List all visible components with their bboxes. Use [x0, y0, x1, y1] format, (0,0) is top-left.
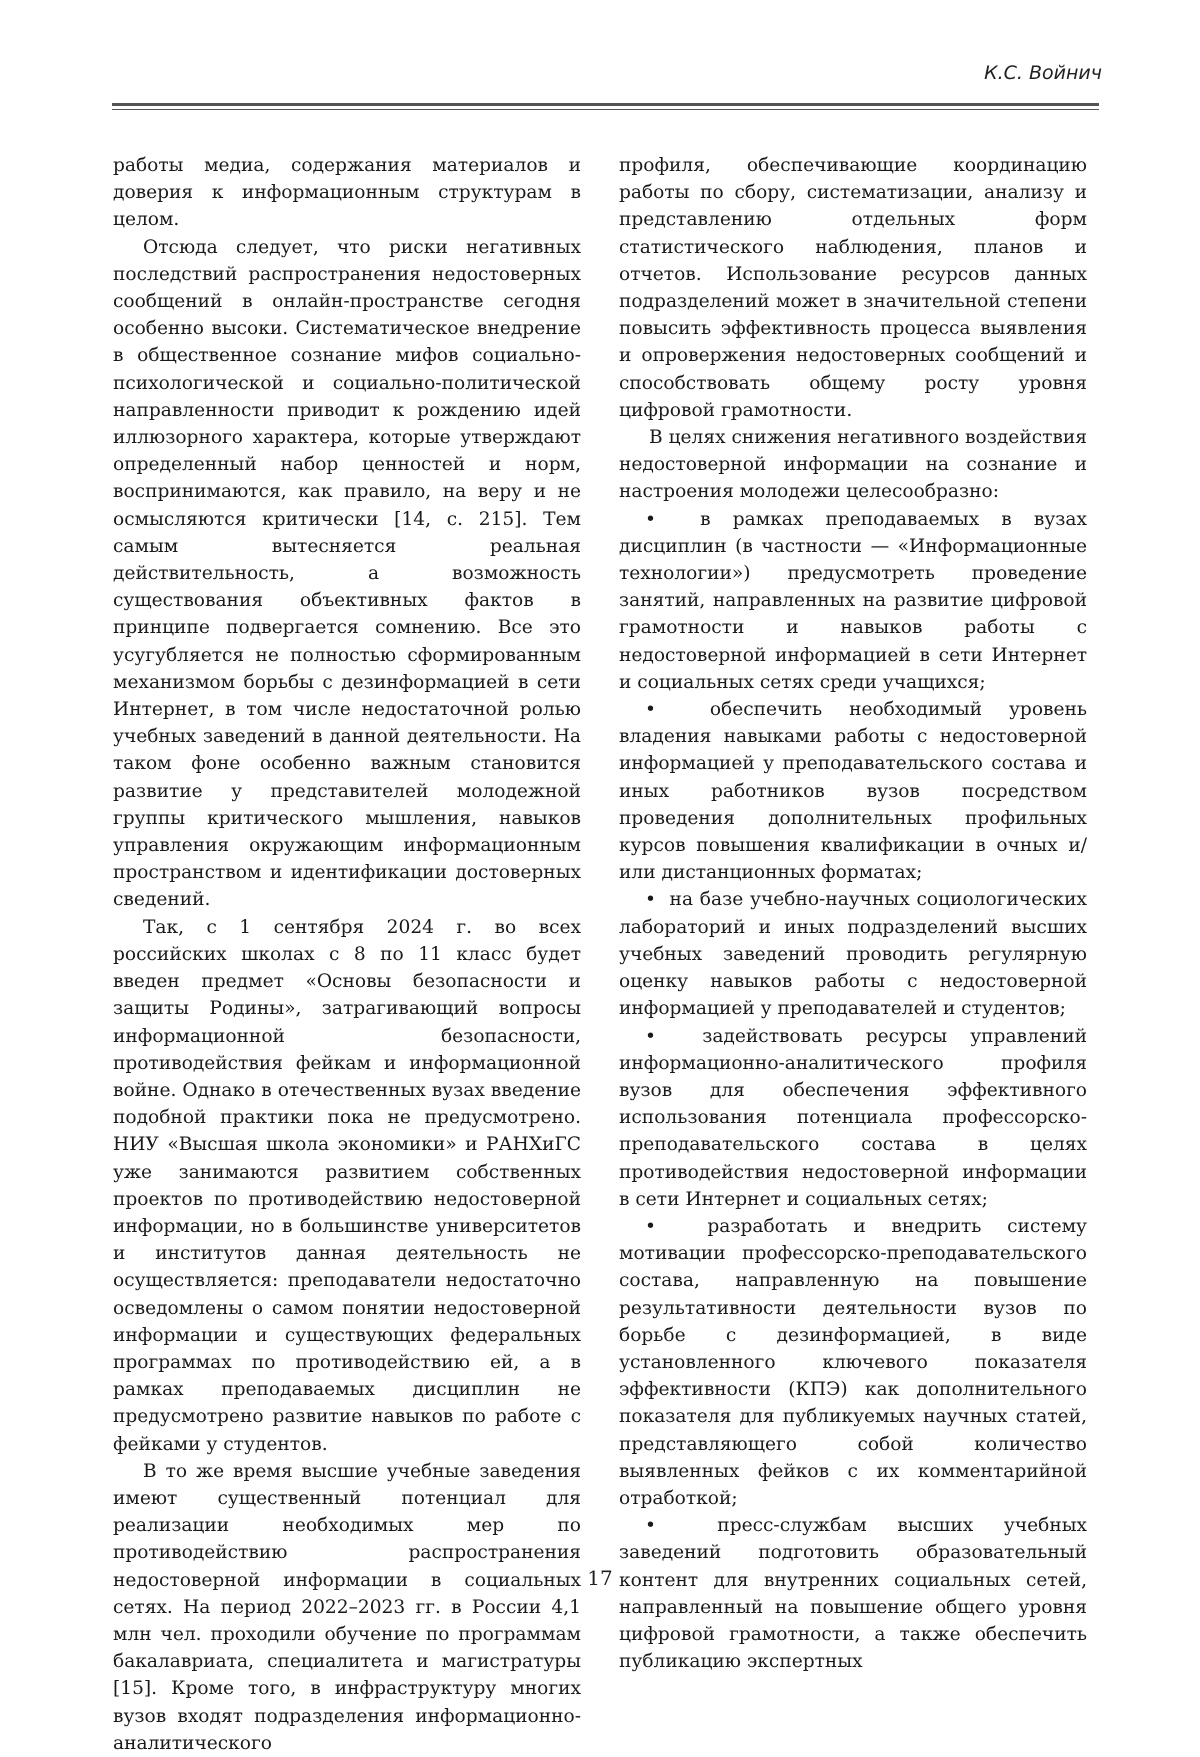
header-rule-thin — [112, 109, 1099, 110]
left-text-column — [113, 152, 581, 1757]
paragraph: В целях снижения негативного воздействия недостоверной информации на сознание и настроения молодежи целесообразно: — [619, 427, 1087, 503]
running-header-author: К.С. Войнич — [984, 62, 1102, 84]
bullet-item: • пресс-службам высших учебных заведений подготовить образовательный контент для внутренних социальных сетей, направленный на повышение общего уровня цифровой грамотности, а также обеспечить публикацию экспертных — [619, 1512, 1087, 1675]
header-rule-thick — [112, 103, 1099, 106]
bullet-item: • в рамках преподаваемых в вузах дисциплин (в частности — «Информационные технологии») предусмотреть проведение занятий, направленных на развитие цифровой грамотности и навыков работы с недостоверной информацией в сети Интернет и социальных сетях среди учащихся; — [619, 506, 1087, 696]
bullet-item: • задействовать ресурсы управлений информационно-аналитического профиля вузов для обеспечения эффективного использования потенциала профессорско-преподавательского состава в целях противодействия недостоверной информации в сети Интернет и социальных сетях; — [619, 1023, 1087, 1213]
bullet-item: • обеспечить необходимый уровень владения навыками работы с недостоверной информацией у преподавательского состава и иных работников вузов посредством проведения дополнительных профильных курсов повышения квалификации в очных и/или дистанционных форматах; — [619, 696, 1087, 886]
bullet-item: • на базе учебно-научных социологических лабораторий и иных подразделений высших учебных заведений проводить регулярную оценку навыков работы с недостоверной информацией у преподавателей и студентов; — [619, 886, 1087, 1022]
paragraph: Отсюда следует, что риски негативных последствий распространения недостоверных сообщений в онлайн-пространстве сегодня особенно высоки. Систематическое внедрение в общественное сознание мифов социально-психологической и социально-политической направленности приводит к рождению идей иллюзорного характера, которые утверждают определенный набор ценностей и норм, воспринимаются, как правило, на веру и не осмысляются критически [14, с. 215]. Тем самым вытесняется реальная действительность, а возможность существования объективных фактов в принципе подвергается сомнению. Все это усугубляется не полностью сформированным механизмом борьбы с дезинформацией в сети Интернет, в том числе недостаточной ролью учебных заведений в данной деятельности. На таком фоне особенно важным становится развитие у представителей молодежной группы критического мышления, навыков управления окружающим информационным пространством и идентификации достоверных сведений. — [113, 236, 581, 911]
paragraph: В то же время высшие учебные заведения имеют существенный потенциал для реализации необходимых мер по противодействию распространения недостоверной информации в социальных сетях. На период 2022–2023 гг. в России 4,1 млн чел. проходили обучение по программам бакалавриата, специалитета и магистратуры [15]. Кроме того, в инфраструктуру многих вузов входят подразделения информационно-аналитического — [113, 1460, 581, 1754]
page-number: 17 — [587, 1566, 613, 1590]
paragraph: профиля, обеспечивающие координацию работы по сбору, систематизации, анализу и представлению отдельных форм статистического наблюдения, планов и отчетов. Использование ресурсов данных подразделений может в значительной степени повысить эффективность процесса выявления и опровержения недостоверных сообщений и способствовать общему росту уровня цифровой грамотности. — [619, 155, 1087, 421]
paragraph: Так, с 1 сентября 2024 г. во всех российских школах с 8 по 11 класс будет введен предмет «Основы безопасности и защиты Родины», затрагивающий вопросы информационной безопасности, противодействия фейкам и информационной войне. Однако в отечественных вузах введение подобной практики пока не предусмотрено. НИУ «Высшая школа экономики» и РАНХиГС уже занимаются развитием собственных проектов по противодействию недостоверной информации, но в большинстве университетов и институтов данная деятельность не осуществляется: преподаватели недостаточно осведомлены о самом понятии недостоверной информации и существующих федеральных программах по противодействию ей, а в рамках преподаваемых дисциплин не предусмотрено развитие навыков по работе с фейками у студентов. — [113, 916, 581, 1455]
paragraph: работы медиа, содержания материалов и доверия к информационным структурам в целом. — [113, 155, 581, 231]
bullet-item: • разработать и внедрить систему мотивации профессорско-преподавательского состава, направленную на повышение результативности деятельности вузов по борьбе с дезинформацией, в виде установленного ключевого показателя эффективности (КПЭ) как дополнительного показателя для публикуемых научных статей, представляющего собой количество выявленных фейков с их комментарийной отработкой; — [619, 1213, 1087, 1512]
right-text-column — [619, 152, 1087, 1675]
